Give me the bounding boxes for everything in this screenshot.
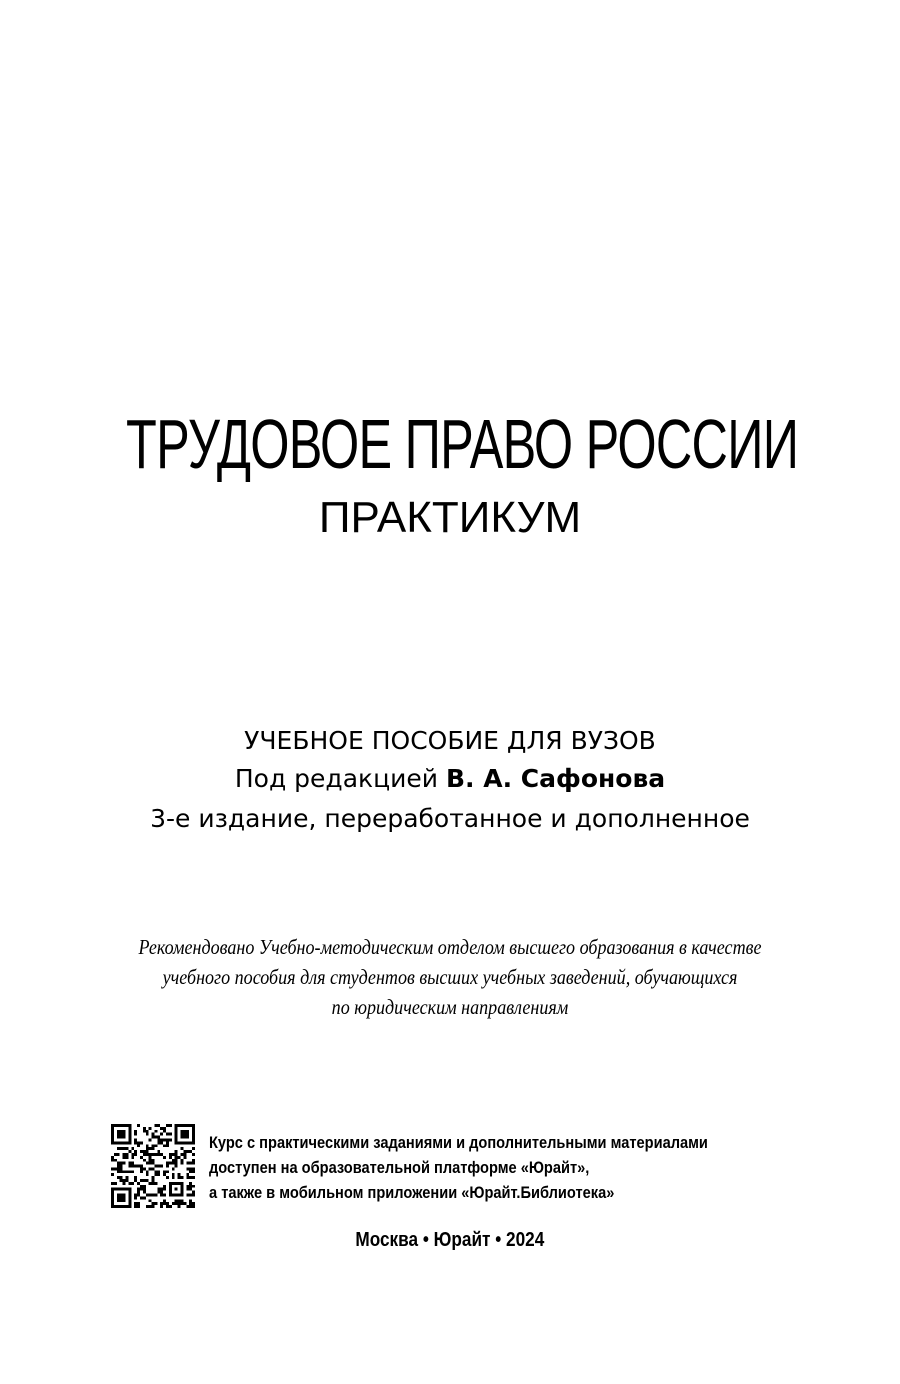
imprint-text: Москва • Юрайт • 2024 [355,1229,545,1251]
edition-line: 3-е издание, переработанное и дополненное [150,804,750,833]
editor-name: В. А. Сафонова [446,764,666,793]
editor-line [0,762,900,796]
recommendation-line: учебного пособия для студентов высших учебных заведений, обучающихся [162,965,738,989]
course-note-line: доступен на образовательной платформе «Юрайт», [209,1158,590,1177]
editor-prefix: Под редакцией [234,764,439,793]
book-subtitle: ПРАКТИКУМ [318,493,582,542]
book-type: УЧЕБНОЕ ПОСОБИЕ ДЛЯ ВУЗОВ [244,726,656,755]
recommendation [0,932,900,1022]
course-note-line: Курс с практическими заданиями и дополнительными материалами [209,1133,708,1152]
qr-code-icon[interactable] [111,1124,195,1208]
recommendation-line: по юридическим направлениям [331,995,569,1019]
recommendation-line: Рекомендовано Учебно-методическим отделом высшего образования в качестве [138,935,762,959]
book-title: ТРУДОВОЕ ПРАВО РОССИИ [126,405,799,483]
imprint [0,1226,900,1254]
course-note [209,1130,789,1205]
course-note-line: а также в мобильном приложении «Юрайт.Библиотека» [209,1183,615,1202]
